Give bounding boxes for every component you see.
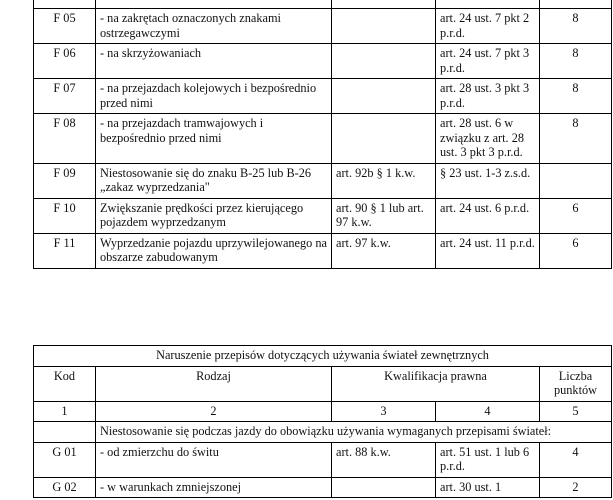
table-title-row: [34, 346, 612, 367]
cell-kind: - na przejazdach tramwajowych i bezpośrednio przed nimi: [96, 114, 332, 164]
column-header-legal: Kwalifikacja prawna: [332, 366, 540, 401]
cell-points: 6: [540, 233, 612, 268]
cell-points: [540, 0, 612, 9]
cell-points: 2: [540, 477, 612, 498]
column-number-3: 3: [332, 401, 436, 422]
table-row: [34, 198, 612, 233]
cell-legal-b: art. 51 ust. 1 lub 6 p.r.d.: [436, 442, 540, 477]
table-row: [34, 44, 612, 79]
cell-kind: [96, 0, 332, 9]
cell-legal-b: § 23 ust. 1-3 z.s.d.: [436, 163, 540, 198]
cell-code: F 10: [34, 198, 96, 233]
cell-code: F 09: [34, 163, 96, 198]
cell-kind: - w warunkach zmniejszonej: [96, 477, 332, 498]
cell-legal-a: art. 97 k.w.: [332, 233, 436, 268]
cell-code: [34, 0, 96, 9]
cell-points: 8: [540, 9, 612, 44]
cell-kind: - na przejazdach kolejowych i bezpośrednio przed nimi: [96, 79, 332, 114]
cell-code: F 08: [34, 114, 96, 164]
table-row: [34, 9, 612, 44]
cell-legal-a: [332, 79, 436, 114]
cell-legal-b: art. 24 ust. 6 p.r.d.: [436, 198, 540, 233]
cell-legal-a: art. 90 § 1 lub art. 97 k.w.: [332, 198, 436, 233]
cell-legal-b: art. 28 ust. 3 pkt 3 p.r.d.: [436, 79, 540, 114]
cell-legal-a: [332, 9, 436, 44]
cell-kind: Zwiększanie prędkości przez kierującego pojazdem wyprzedzanym: [96, 198, 332, 233]
group-heading-row: [34, 422, 612, 443]
column-header-points: Liczba punktów: [540, 366, 612, 401]
cell-legal-a: [332, 114, 436, 164]
table-row: [34, 163, 612, 198]
table-header-row: [34, 366, 612, 401]
cell-code: G 01: [34, 442, 96, 477]
cell-legal-a: [332, 477, 436, 498]
table-row: [34, 442, 612, 477]
table-row-partial: [34, 0, 612, 9]
cell-kind: - od zmierzchu do świtu: [96, 442, 332, 477]
lights-table: [33, 345, 612, 498]
column-number-5: 5: [540, 401, 612, 422]
column-number-4: 4: [436, 401, 540, 422]
column-number-row: [34, 401, 612, 422]
cell-legal-b: art. 30 ust. 1: [436, 477, 540, 498]
cell-legal-a: [332, 0, 436, 9]
table-row: [34, 79, 612, 114]
cell-legal-b: [436, 0, 540, 9]
cell-code: F 07: [34, 79, 96, 114]
cell-legal-b: art. 28 ust. 6 w związku z art. 28 ust. 3 pkt 3 p.r.d.: [436, 114, 540, 164]
cell-code: F 06: [34, 44, 96, 79]
table-row: [34, 233, 612, 268]
cell-points: 4: [540, 442, 612, 477]
cell-code-empty: [34, 422, 96, 443]
cell-legal-b: art. 24 ust. 7 pkt 2 p.r.d.: [436, 9, 540, 44]
column-header-kind: Rodzaj: [96, 366, 332, 401]
table-row: [34, 114, 612, 164]
cell-legal-b: art. 24 ust. 7 pkt 3 p.r.d.: [436, 44, 540, 79]
group-heading-text: Niestosowanie się podczas jazdy do obowiązku używania wymaganych przepisami świateł:: [96, 422, 612, 443]
cell-points: 8: [540, 79, 612, 114]
table-row: [34, 477, 612, 498]
cell-code: F 11: [34, 233, 96, 268]
cell-code: G 02: [34, 477, 96, 498]
cell-legal-a: art. 88 k.w.: [332, 442, 436, 477]
cell-code: F 05: [34, 9, 96, 44]
cell-points: 8: [540, 114, 612, 164]
column-number-2: 2: [96, 401, 332, 422]
cell-points: 6: [540, 198, 612, 233]
cell-kind: - na zakrętach oznaczonych znakami ostrzegawczymi: [96, 9, 332, 44]
cell-legal-b: art. 24 ust. 11 p.r.d.: [436, 233, 540, 268]
violations-table: [33, 0, 612, 269]
cell-points: 8: [540, 44, 612, 79]
cell-kind: Wyprzedzanie pojazdu uprzywilejowanego na obszarze zabudowanym: [96, 233, 332, 268]
cell-points: [540, 163, 612, 198]
lights-table-title: Naruszenie przepisów dotyczących używania świateł zewnętrznych: [34, 346, 612, 367]
cell-legal-a: [332, 44, 436, 79]
column-number-1: 1: [34, 401, 96, 422]
column-header-code: Kod: [34, 366, 96, 401]
cell-kind: Niestosowanie się do znaku B-25 lub B-26 „zakaz wyprzedzania": [96, 163, 332, 198]
cell-legal-a: art. 92b § 1 k.w.: [332, 163, 436, 198]
cell-kind: - na skrzyżowaniach: [96, 44, 332, 79]
